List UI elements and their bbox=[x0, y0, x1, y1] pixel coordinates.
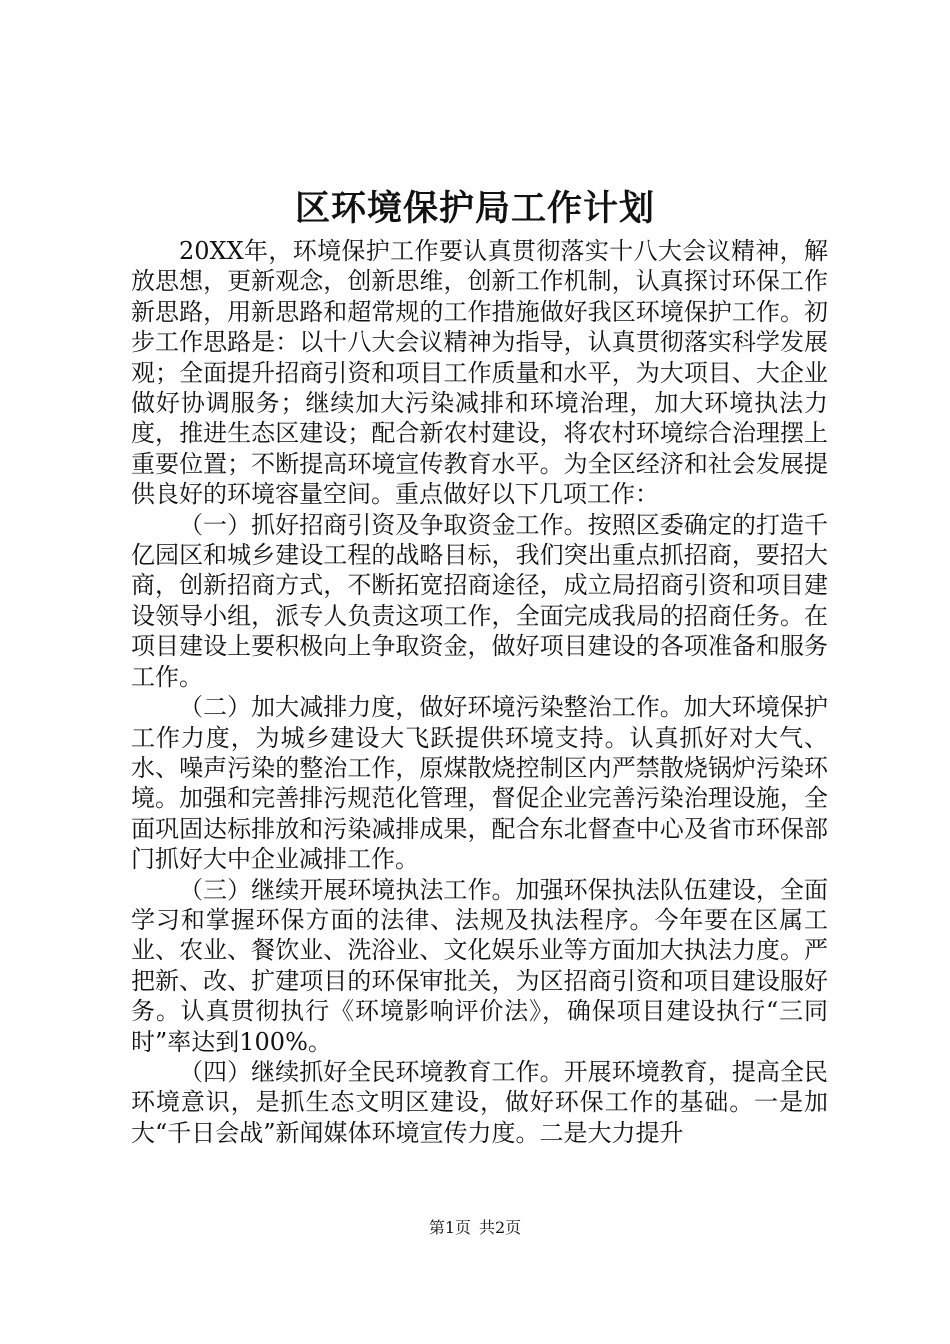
page-number: 第1页 bbox=[428, 1218, 471, 1237]
page-total: 共2页 bbox=[479, 1218, 522, 1237]
section-2-paragraph: （二）加大减排力度，做好环境污染整治工作。加大环境保护工作力度，为城乡建设大飞跃提供环境支持。认真抓好对大气、水、噪声污染的整治工作，原煤散烧控制区内严禁散烧锅炉污染环境。加强和完善排污规范化管理，督促企业完善污染治理设施，全面巩固达标排放和污染减排成果，配合东北督查中心及省市环保部门抓好大中企业减排工作。 bbox=[131, 693, 828, 874]
intro-paragraph: 20XX年，环境保护工作要认真贯彻落实十八大会议精神，解放思想，更新观念，创新思维，创新工作机制，认真探讨环保工作新思路，用新思路和超常规的工作措施做好我区环境保护工作。初步工作思路是：以十八大会议精神为指导，认真贯彻落实科学发展观；全面提升招商引资和项目工作质量和水平，为大项目、大企业做好协调服务；继续加大污染减排和环境治理，加大环境执法力度，推进生态区建设；配合新农村建设，将农村环境综合治理摆上重要位置；不断提高环境宣传教育水平。为全区经济和社会发展提供良好的环境容量空间。重点做好以下几项工作： bbox=[131, 237, 828, 509]
section-1-paragraph: （一）抓好招商引资及争取资金工作。按照区委确定的打造千亿园区和城乡建设工程的战略目标，我们突出重点抓招商，要招大商，创新招商方式，不断拓宽招商途径，成立局招商引资和项目建设领导小组，派专人负责这项工作，全面完成我局的招商任务。在项目建设上要积极向上争取资金，做好项目建设的各项准备和服务工作。 bbox=[131, 510, 828, 691]
section-4-paragraph: （四）继续抓好全民环境教育工作。开展环境教育，提高全民环境意识，是抓生态文明区建设，做好环保工作的基础。一是加大“千日会战”新闻媒体环境宣传力度。二是大力提升 bbox=[131, 1057, 828, 1147]
document-body bbox=[131, 236, 828, 1148]
section-3-paragraph: （三）继续开展环境执法工作。加强环保执法队伍建设，全面学习和掌握环保方面的法律、法规及执法程序。今年要在区属工业、农业、餐饮业、洗浴业、文化娱乐业等方面加大执法力度。严把新、改、扩建项目的环保审批关，为区招商引资和项目建设服好务。认真贯彻执行《环境影响评价法》，确保项目建设执行“三同时”率达到100%。 bbox=[131, 875, 828, 1056]
page-footer bbox=[0, 1218, 950, 1238]
document-title: 区环境保护局工作计划 bbox=[294, 188, 655, 229]
